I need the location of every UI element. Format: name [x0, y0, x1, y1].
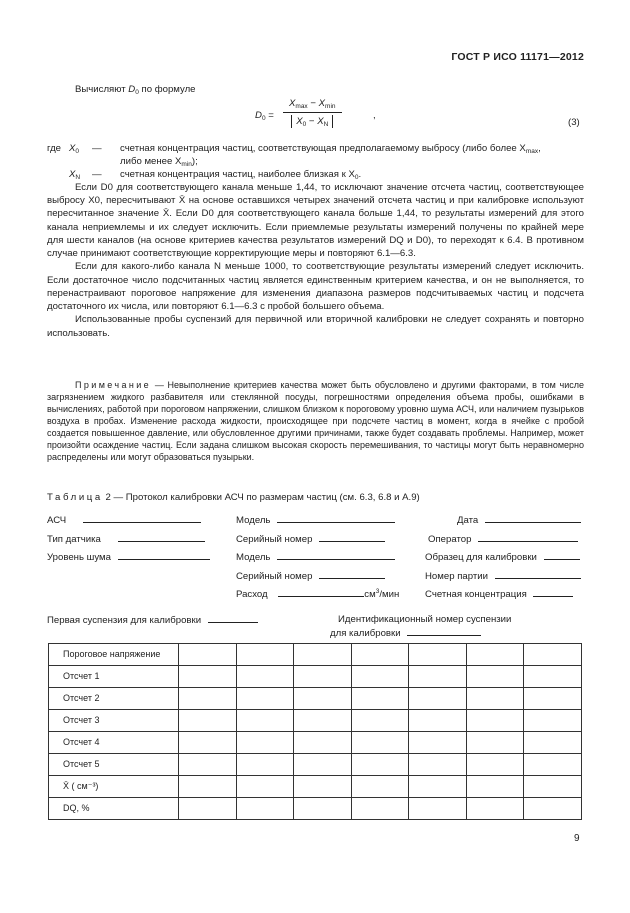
table-cell[interactable]: [524, 644, 582, 666]
table-cell[interactable]: [466, 798, 524, 820]
table-cell[interactable]: [179, 754, 237, 776]
row-label: Отсчет 4: [49, 732, 179, 754]
field-flow: Расход $см^3$/мин: [236, 588, 400, 600]
table-cell[interactable]: [466, 754, 524, 776]
table-cell[interactable]: [294, 666, 352, 688]
definition-x0: где $X_0$ — счетная концентрация частиц, соответствующая предполагаемому выбросу (либо более $X_{max}$,: [47, 143, 541, 155]
table-cell[interactable]: [524, 776, 582, 798]
table-cell[interactable]: [294, 754, 352, 776]
field-suspension-id-line1: Идентификационный номер суспензии: [338, 614, 512, 625]
table-caption: Таблица 2 — Протокол калибровки АСЧ по размерам частиц (см. 6.3, 6.8 и А.9): [47, 492, 420, 503]
table-cell[interactable]: [351, 776, 409, 798]
table-row: [49, 776, 582, 798]
body-text: [47, 181, 584, 340]
table-cell[interactable]: [179, 666, 237, 688]
table-row: [49, 688, 582, 710]
table-cell[interactable]: [179, 732, 237, 754]
symbol-definitions: [47, 142, 587, 182]
table-cell[interactable]: [236, 688, 294, 710]
row-label: DQ, %: [49, 798, 179, 820]
table-cell[interactable]: [409, 754, 467, 776]
table-cell[interactable]: [524, 754, 582, 776]
table-cell[interactable]: [524, 798, 582, 820]
row-label: Отсчет 3: [49, 710, 179, 732]
definition-xn: $X_N$ — счетная концентрация частиц, наиболее близкая к $X_0$.: [69, 169, 362, 182]
table-cell[interactable]: [409, 732, 467, 754]
table-cell[interactable]: [236, 666, 294, 688]
table-row: [49, 732, 582, 754]
table-cell[interactable]: [351, 732, 409, 754]
table-cell[interactable]: [409, 688, 467, 710]
field-serial-1: Серийный номер: [236, 532, 385, 546]
table-cell[interactable]: [351, 688, 409, 710]
field-noise-level: Уровень шума: [47, 550, 210, 564]
field-count-concentration: Счетная концентрация: [425, 587, 573, 601]
table-cell[interactable]: [294, 688, 352, 710]
row-label: Отсчет 2: [49, 688, 179, 710]
row-label: X̄ ( см⁻³): [49, 776, 179, 798]
formula-d0: $D_0$ = $X_{max} - X_{min}$ $X_0 - X_N$ ,: [255, 98, 376, 129]
field-first-suspension: Первая суспензия для калибровки: [47, 613, 258, 627]
table-row: [49, 666, 582, 688]
table-cell[interactable]: [409, 666, 467, 688]
table-cell[interactable]: [351, 666, 409, 688]
table-cell[interactable]: [351, 798, 409, 820]
field-asch: АСЧ: [47, 513, 201, 527]
table-row: [49, 754, 582, 776]
table-cell[interactable]: [524, 666, 582, 688]
table-cell[interactable]: [524, 710, 582, 732]
field-operator: Оператор: [428, 532, 578, 546]
document-code: ГОСТ Р ИСО 11171—2012: [451, 51, 584, 63]
table-cell[interactable]: [351, 710, 409, 732]
table-cell[interactable]: [409, 776, 467, 798]
table-row: [49, 798, 582, 820]
row-label: Отсчет 1: [49, 666, 179, 688]
table-cell[interactable]: [466, 776, 524, 798]
note-label: Примечание: [75, 380, 152, 390]
table-cell[interactable]: [294, 776, 352, 798]
table-cell[interactable]: [351, 754, 409, 776]
table-cell[interactable]: [179, 644, 237, 666]
table-cell[interactable]: [236, 732, 294, 754]
table-cell[interactable]: [524, 732, 582, 754]
table-cell[interactable]: [236, 710, 294, 732]
table-cell[interactable]: [466, 644, 524, 666]
table-cell[interactable]: [466, 666, 524, 688]
table-cell[interactable]: [409, 644, 467, 666]
note: Примечание — Невыполнение критериев качества может быть обусловлено и другими факторами, в том числе загрязнением жидкого разбавителя или стеклянной посуды, погрешностями определения объема пробы, ошибками в вычислениях, работой при пороговом напряжении, слишком близком к пороговому уровню шума АСЧ, или наличием пузырьков воздуха в пробах. Изменение расхода жидкости, происходящее при подсчете частиц в момент, когда в ячейке с пробой создается повышенное давление, или обусловленное другими причинами, также будет создавать проблемы. Например, может произойти осаждение частиц. Если задана слишком высокая скорость перемешивания, то частицы могут быть неравномерно распределены или могут образоваться пузырьки.: [47, 380, 584, 462]
field-date: Дата: [457, 513, 581, 527]
table-cell[interactable]: [236, 798, 294, 820]
paragraph-d0-check: Если D0 для соответствующего канала меньше 1,44, то исключают значение отсчета частиц, соответствующее выбросу X0, пересчитывают X̄ на основе оставшихся четырех значений отсчета частиц и при калибровке используют пересчитанное значение X̄. Если D0 для соответствующего канала больше 1,44, то результаты измерений для этого канала неприемлемы и их следует исключить. Если приемлемые результаты измерений получены по крайней мере для шести каналов (на основе критериев качества результатов измерений DQ и D0), то переходят к 6.4. В противном случае принимают соответствующие корректирующие меры и повторяют 6.1—6.3.: [47, 182, 584, 260]
table-cell[interactable]: [179, 710, 237, 732]
field-model-2: Модель: [236, 550, 395, 564]
table-cell[interactable]: [409, 798, 467, 820]
field-serial-2: Серийный номер: [236, 569, 385, 583]
table-cell[interactable]: [236, 644, 294, 666]
table-cell[interactable]: [294, 732, 352, 754]
table-cell[interactable]: [236, 776, 294, 798]
field-sensor-type: Тип датчика: [47, 532, 205, 546]
table-cell[interactable]: [466, 732, 524, 754]
table-cell[interactable]: [179, 688, 237, 710]
table-cell[interactable]: [351, 644, 409, 666]
formula-intro: Вычисляют $D_0$ по формуле: [75, 84, 196, 96]
table-cell[interactable]: [524, 688, 582, 710]
field-lot-number: Номер партии: [425, 569, 581, 583]
table-cell[interactable]: [466, 688, 524, 710]
field-suspension-id-line2: для калибровки: [330, 626, 481, 640]
row-label: Отсчет 5: [49, 754, 179, 776]
field-model-1: Модель: [236, 513, 395, 527]
table-cell[interactable]: [236, 754, 294, 776]
field-calibration-sample: Образец для калибровки: [425, 550, 580, 564]
page-number: 9: [574, 833, 580, 844]
table-cell[interactable]: [294, 710, 352, 732]
table-cell[interactable]: [294, 798, 352, 820]
table-row: [49, 710, 582, 732]
definition-x0-cont: либо менее $X_{min}$);: [120, 156, 198, 169]
row-label: Пороговое напряжение: [49, 644, 179, 666]
paragraph-reuse: Использованные пробы суспензий для первичной или вторичной калибровки не следует сохранять и повторно использовать.: [47, 314, 584, 339]
table-cell[interactable]: [179, 776, 237, 798]
calibration-protocol-table: [48, 643, 582, 820]
table-row: [49, 644, 582, 666]
table-cell[interactable]: [294, 644, 352, 666]
table-cell[interactable]: [179, 798, 237, 820]
paragraph-n-check: Если для какого-либо канала N меньше 1000, то соответствующие результаты измерений следует исключить. Если достаточное число подсчитанных частиц является единственным критерием качества, и он не выполняется, то перенастраивают пороговое напряжение для изменения диапазона размеров подсчитываемых частиц и подсчета достаточного их числа, или повторяют 6.1—6.3 с пробой большего объема.: [47, 261, 584, 313]
equation-number: (3): [568, 117, 580, 128]
table-cell[interactable]: [466, 710, 524, 732]
table-cell[interactable]: [409, 710, 467, 732]
